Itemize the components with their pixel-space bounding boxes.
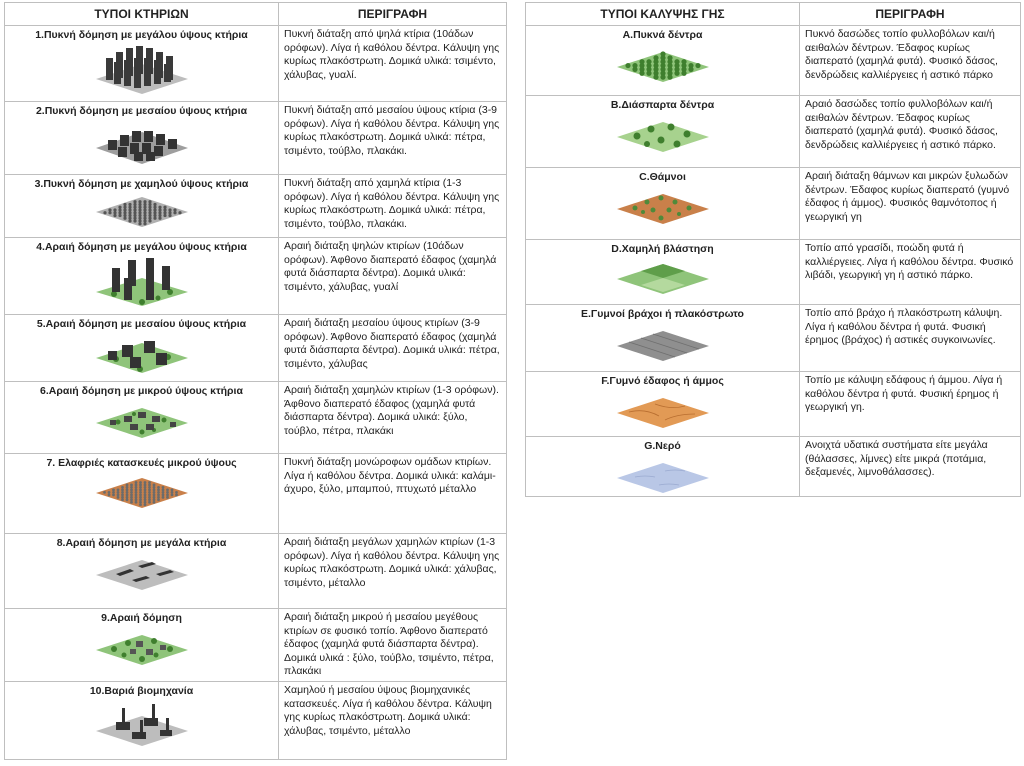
row-description: Πυκνό δασώδες τοπίο φυλλοβόλων και/ή αειθαλών δέντρων. Έδαφος κυρίως διαπερατό (χαμηλά φυτά). Φυσικό δάσος, δενδρώδεις καλλιέργειες ή αστικό πάρκο xyxy=(805,28,998,81)
row-title: 6.Αραιή δόμηση με μικρού ύψους κτήρια xyxy=(40,385,243,397)
row-title: 5.Αραιή δόμηση με μεσαίου ύψους κτήρια xyxy=(36,318,247,330)
sparsely-built-icon xyxy=(94,627,190,667)
row-title: 1.Πυκνή δόμηση με μεγάλου ύψους κτήρια xyxy=(35,29,248,41)
land-cover-types-header: ΤΥΠΟΙ ΚΑΛΥΨΗΣ ΓΗΣ xyxy=(526,3,800,26)
land-cover-description-header: ΠΕΡΙΓΡΑΦΗ xyxy=(800,3,1021,26)
open-midrise-icon xyxy=(94,333,190,375)
table-row xyxy=(526,26,1021,96)
table-row xyxy=(5,175,507,238)
water-icon xyxy=(615,455,711,495)
dense-highrise-icon xyxy=(94,44,190,94)
dense-lowrise-icon xyxy=(94,193,190,229)
row-description: Πυκνή διάταξη από χαμηλά κτίρια (1-3 ορόφων). Λίγα ή καθόλου δέντρα. Κάλυψη γης κυρίως πλακόστρωτη. Δομικά υλικά: πέτρα, τσιμέντο, τούβλο, πλακάκι. xyxy=(284,177,500,230)
table-row xyxy=(5,682,507,760)
row-description: Αραιό δασώδες τοπίο φυλλοβόλων και/ή αειθαλών δέντρων. Έδαφος κυρίως διαπερατό (χαμηλά φυτά). Φυσικό δάσος, δενδρώδεις καλλιέργειες ή αστικό πάρκο. xyxy=(805,98,998,151)
table-row xyxy=(5,382,507,454)
row-title: 2.Πυκνή δόμηση με μεσαίου ύψους κτήρια xyxy=(35,105,248,117)
row-title: 4.Αραιή δόμηση με μεγάλου ύψους κτήρια xyxy=(36,241,247,253)
row-description: Αραιή διάταξη χαμηλών κτιρίων (1-3 ορόφων). Άφθονο διαπερατό έδαφος (χαμηλά φυτά διάσπαρτα δέντρα). Δομικά υλικά: ξύλο, τούβλο, πέτρα, πλακάκι xyxy=(284,384,499,437)
row-title: Β.Διάσπαρτα δέντρα xyxy=(610,99,715,111)
row-description: Τοπίο με κάλυψη εδάφους ή άμμου. Λίγα ή καθόλου δέντρα ή φυτά. Φυσική έρημος ή γεωργική γη. xyxy=(805,374,1003,414)
table-row xyxy=(5,26,507,102)
row-title: 7. Ελαφριές κατασκευές μικρού ύψους xyxy=(46,457,237,469)
row-title: G.Νερό xyxy=(644,440,681,452)
row-title: D.Χαμηλή βλάστηση xyxy=(611,243,714,255)
table-row xyxy=(526,168,1021,240)
row-description: Αραιή διάταξη ψηλών κτιρίων (10άδων ορόφων). Άφθονο διαπερατό έδαφος (χαμηλά φυτά διάσπαρτα δέντρα). Δομικά υλικά: τσιμέντο, χάλυβας, γυαλί xyxy=(284,240,497,293)
row-description: Αραιή διάταξη μεσαίου ύψους κτιρίων (3-9 ορόφων). Άφθονο διαπερατό έδαφος (χαμηλά φυτά διάσπαρτα δέντρα). Δομικά υλικά: πέτρα, τσιμέντο, χάλυβας xyxy=(284,317,500,370)
table-row xyxy=(5,609,507,682)
heavy-industry-icon xyxy=(94,700,190,748)
row-title: 3.Πυκνή δόμηση με χαμηλού ύψους κτήρια xyxy=(34,178,249,190)
row-description: Αραιή διάταξη μεγάλων χαμηλών κτιρίων (1-3 ορόφων). Λίγα ή καθόλου δέντρα. Κάλυψη γης κυρίως πλακόστρωτη. Δομικά υλικά: χάλυβας, τσιμέντο, μέταλλο xyxy=(284,536,500,589)
row-title: F.Γυμνό έδαφος ή άμμος xyxy=(601,375,724,387)
table-row xyxy=(526,437,1021,497)
bush-scrub-icon xyxy=(615,186,711,226)
low-plants-icon xyxy=(615,258,711,298)
row-title: 10.Βαριά βιομηχανία xyxy=(89,685,194,697)
building-description-header: ΠΕΡΙΓΡΑΦΗ xyxy=(279,3,507,26)
open-highrise-icon xyxy=(94,256,190,308)
row-description: Πυκνή διάταξη από ψηλά κτίρια (10άδων ορόφων). Λίγα ή καθόλου δέντρα. Κάλυψη γης κυρίως πλακόστρωτη. Δομικά υλικά: τσιμέντο, χάλυβας, γυαλί. xyxy=(284,28,500,81)
row-description: Ανοιχτά υδατικά συστήματα είτε μεγάλα (θάλασσες, λίμνες) είτε μικρά (ποτάμια, δεξαμενές, λιμνοθάλασσες). xyxy=(805,439,988,479)
row-description: Τοπίο από βράχο ή πλακόστρωτη κάλυψη. Λίγα ή καθόλου δέντρα ή φυτά. Φυσική έρημος (βράχος) ή αστικές συγκοινωνίες. xyxy=(805,307,1003,347)
table-row xyxy=(5,534,507,609)
table-row xyxy=(526,305,1021,372)
building-types-table xyxy=(4,2,507,760)
row-title: C.Θάμνοι xyxy=(639,171,686,183)
land-cover-types-table xyxy=(525,2,1021,497)
row-description: Χαμηλού ή μεσαίου ύψους βιομηχανικές κατασκευές. Λίγα ή καθόλου δέντρα. Κάλυψη γης κυρίως πλακόστρωτη. Δομικά υλικά: χάλυβας, τσιμέντο, μέταλλο xyxy=(284,684,492,737)
row-title: 8.Αραιή δόμηση με μεγάλα κτήρια xyxy=(56,537,227,549)
table-row xyxy=(5,238,507,315)
table-row xyxy=(5,454,507,534)
table-row xyxy=(5,102,507,175)
table-row xyxy=(526,240,1021,305)
dense-midrise-icon xyxy=(94,120,190,166)
lightweight-lowrise-icon xyxy=(94,472,190,512)
dense-trees-icon xyxy=(615,44,711,84)
row-title: Α.Πυκνά δέντρα xyxy=(622,29,703,41)
row-description: Πυκνή διάταξη μονώροφων ομάδων κτιρίων. Λίγα ή καθόλου δέντρα. Δομικά υλικά: καλάμι-άχυρο, ξύλο, μπαμπού, πτυχωτό μέταλλο xyxy=(284,456,496,496)
row-title: E.Γυμνοί βράχοι ή πλακόστρωτο xyxy=(581,308,744,320)
table-row xyxy=(526,96,1021,168)
bare-soil-sand-icon xyxy=(615,390,711,430)
bare-rock-paved-icon xyxy=(615,323,711,363)
table-row xyxy=(5,315,507,382)
scattered-trees-icon xyxy=(615,114,711,154)
row-description: Αραιή διάταξη θάμνων και μικρών ξυλωδών δέντρων. Έδαφος κυρίως διαπερατό (γυμνό έδαφος ή άμμος). Φυσικός θαμνότοπος ή γεωργική γη xyxy=(805,170,1010,223)
row-description: Πυκνή διάταξη από μεσαίου ύψους κτίρια (3-9 ορόφων). Λίγα ή καθόλου δέντρα. Κάλυψη γης κυρίως πλακόστρωτη. Δομικά υλικά: πέτρα, τσιμέντο, τούβλο, πλακάκι. xyxy=(284,104,500,157)
row-description: Αραιή διάταξη μικρού ή μεσαίου μεγέθους κτιρίων σε φυσικό τοπίο. Άφθονο διαπερατό έδαφος (χαμηλά φυτά διάσπαρτα δέντρα). Δομικά υλικά : ξύλο, τούβλο, τσιμέντο, πέτρα, πλακάκι xyxy=(284,611,494,678)
row-description: Τοπίο από γρασίδι, ποώδη φυτά ή καλλιέργειες. Λίγα ή καθόλου δέντρα. Φυσικό λιβάδι, γεωργική γη ή αστικό πάρκο. xyxy=(805,242,1014,282)
large-lowrise-icon xyxy=(94,552,190,592)
row-title: 9.Αραιή δόμηση xyxy=(101,612,182,624)
table-row xyxy=(526,372,1021,437)
open-lowrise-icon xyxy=(94,400,190,440)
building-types-header: ΤΥΠΟΙ ΚΤΗΡΙΩΝ xyxy=(5,3,279,26)
